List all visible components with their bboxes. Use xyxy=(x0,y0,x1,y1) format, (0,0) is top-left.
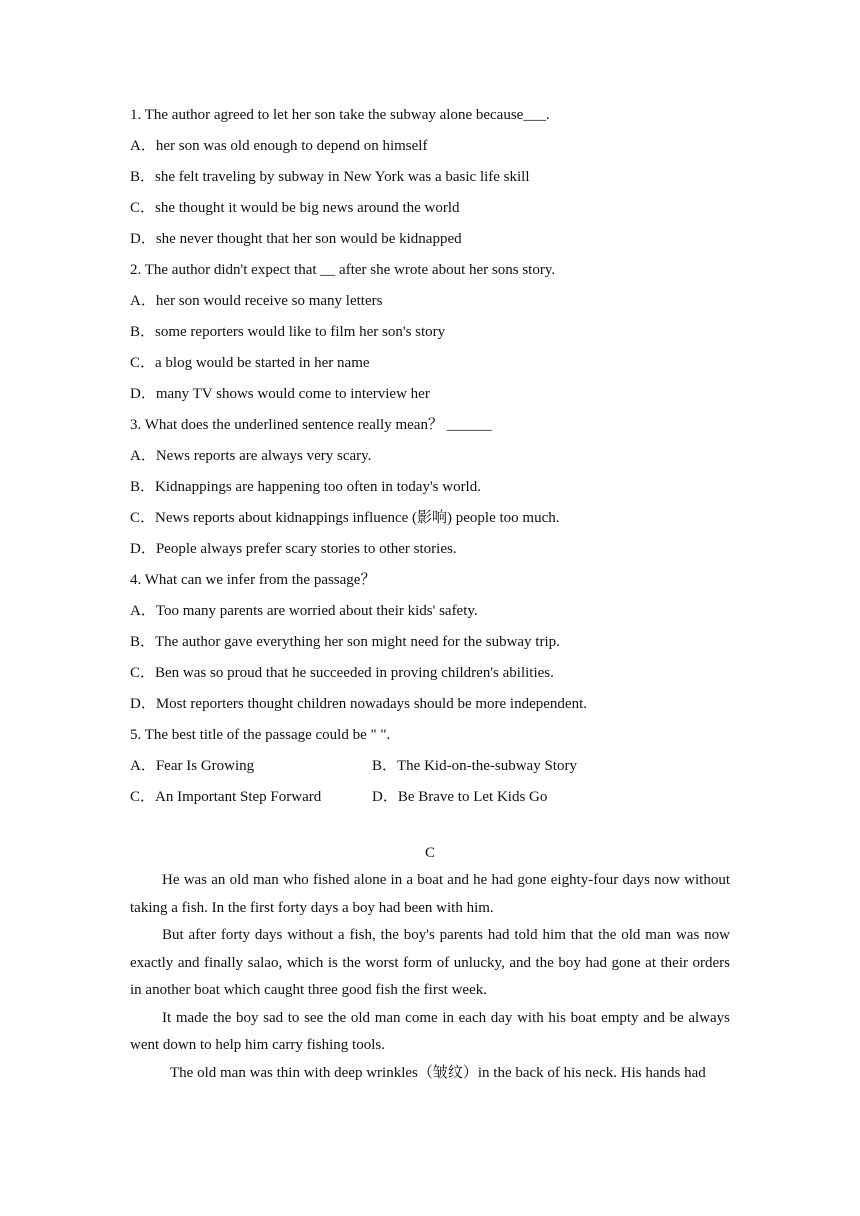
section-heading: C xyxy=(424,845,435,861)
option-b: B．The author gave everything her son might need for the subway trip. xyxy=(130,634,560,650)
question-stem: 5. The best title of the passage could be " ". xyxy=(130,727,391,743)
option-b: B．some reporters would like to film her son's story xyxy=(130,324,446,340)
passage-paragraph: The old man was thin with deep wrinkles（皱纹）in the back of his neck. His hands had xyxy=(170,1064,706,1081)
question-2 xyxy=(130,255,730,410)
option-d: D．she never thought that her son would be kidnapped xyxy=(130,231,462,247)
option-d: D．many TV shows would come to interview her xyxy=(130,386,430,402)
question-3 xyxy=(130,410,730,565)
option-c: C．News reports about kidnappings influence (影响) people too much. xyxy=(130,510,560,526)
option-a: A．her son was old enough to depend on himself xyxy=(130,138,428,154)
option-c: C．she thought it would be big news around the world xyxy=(130,200,460,216)
option-d: D．People always prefer scary stories to other stories. xyxy=(130,541,457,557)
question-stem: 4. What can we infer from the passage？ xyxy=(130,572,376,588)
option-a: A．Fear Is Growing xyxy=(130,758,255,774)
question-4 xyxy=(130,565,730,720)
option-a: A．News reports are always very scary. xyxy=(130,448,372,464)
question-stem: 1. The author agreed to let her son take the subway alone because___. xyxy=(130,107,550,123)
worksheet-page xyxy=(130,100,730,1087)
question-stem: 2. The author didn't expect that __ after she wrote about her sons story. xyxy=(130,262,556,278)
option-d: D．Be Brave to Let Kids Go xyxy=(372,789,548,805)
passage-paragraph: It made the boy sad to see the old man come in each day with his boat empty and be always went down to help him carry fishing tools. xyxy=(130,1009,730,1053)
option-a: A．her son would receive so many letters xyxy=(130,293,383,309)
option-d: D．Most reporters thought children nowadays should be more independent. xyxy=(130,696,587,712)
question-1 xyxy=(130,100,730,255)
option-c: C．a blog would be started in her name xyxy=(130,355,370,371)
option-b: B．The Kid-on-the-subway Story xyxy=(372,758,577,774)
option-b: B．she felt traveling by subway in New York was a basic life skill xyxy=(130,169,530,185)
question-5 xyxy=(130,720,730,813)
passage-paragraph: But after forty days without a fish, the boy's parents had told him that the old man was now exactly and finally salao, which is the worst form of unlucky, and the boy had gone at their orders in another boat which caught three good fish the first week. xyxy=(130,927,730,998)
option-c: C．An Important Step Forward xyxy=(130,789,322,805)
option-b: B．Kidnappings are happening too often in today's world. xyxy=(130,479,481,495)
option-c: C．Ben was so proud that he succeeded in proving children's abilities. xyxy=(130,665,554,681)
option-row xyxy=(130,782,730,813)
option-a: A．Too many parents are worried about their kids' safety. xyxy=(130,603,478,619)
option-row xyxy=(130,751,730,782)
passage-paragraph: He was an old man who fished alone in a boat and he had gone eighty-four days now without taking a fish. In the first forty days a boy had been with him. xyxy=(130,872,730,916)
question-stem: 3. What does the underlined sentence really mean？ ______ xyxy=(130,417,492,433)
